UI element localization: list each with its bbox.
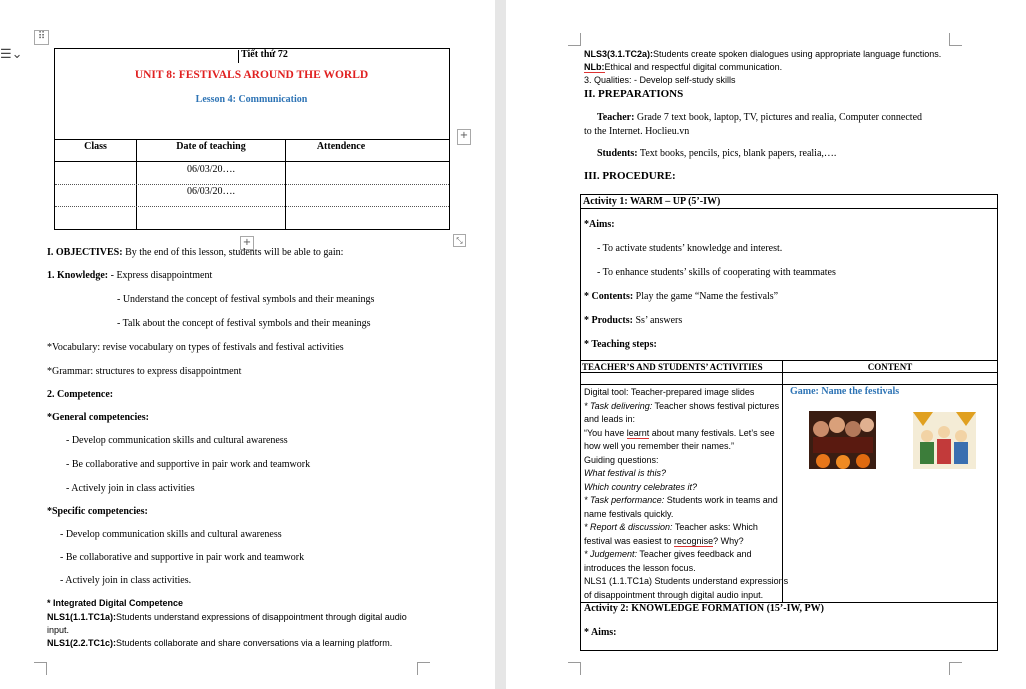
table-border bbox=[55, 184, 449, 185]
question-line: Which country celebrates it? bbox=[584, 481, 698, 492]
unit-title: UNIT 8: FESTIVALS AROUND THE WORLD bbox=[134, 69, 369, 81]
aims-item: - To enhance students’ skills of cooperating with teammates bbox=[597, 267, 836, 278]
col-activities: TEACHER’S AND STUDENTS’ ACTIVITIES bbox=[582, 362, 763, 372]
page-corner-mark bbox=[568, 662, 581, 675]
judgement-line-cont: introduces the lesson focus. bbox=[584, 562, 696, 573]
guiding-line: Guiding questions: bbox=[584, 454, 659, 465]
nlb-line: NLb:Ethical and respectful digital communication. bbox=[584, 62, 783, 72]
page-corner-mark bbox=[949, 33, 962, 46]
table-border bbox=[55, 206, 449, 207]
move-handle-icon[interactable]: ⠿ bbox=[34, 30, 49, 45]
task-line: * Task delivering: Teacher shows festival pictures bbox=[584, 400, 780, 411]
quote-line: “You have learnt about many festivals. Let’s see bbox=[584, 427, 775, 438]
lesson-title: Lesson 4: Communication bbox=[195, 94, 308, 105]
nls1-line-cont: input. bbox=[47, 625, 70, 635]
page-corner-mark bbox=[417, 662, 430, 675]
period-label: Tiết thứ 72 bbox=[241, 49, 288, 60]
halloween-picture[interactable] bbox=[809, 411, 876, 469]
aims2-heading: * Aims: bbox=[584, 627, 617, 638]
procedure-heading: III. PROCEDURE: bbox=[584, 170, 676, 182]
left-page bbox=[0, 0, 495, 689]
report-line-cont: festival was easiest to recognise? Why? bbox=[584, 535, 744, 546]
table-border bbox=[580, 194, 998, 195]
task-line-cont: and leads in: bbox=[584, 414, 636, 424]
quote-line-cont: how well you remember their names.” bbox=[584, 441, 735, 451]
table-border bbox=[54, 229, 449, 230]
table-border bbox=[449, 48, 450, 230]
table-border bbox=[54, 161, 449, 162]
page-corner-mark bbox=[34, 662, 47, 675]
nls1c-line: NLS1(2.2.TC1c):Students collaborate and share conversations via a learning platform. bbox=[47, 638, 393, 648]
digital-tool-line: Digital tool: Teacher-prepared image slides bbox=[584, 387, 755, 397]
table-border bbox=[580, 208, 998, 209]
table-border bbox=[580, 360, 998, 361]
specific-item: - Be collaborative and supportive in pair work and teamwork bbox=[60, 552, 305, 563]
teacher-line-cont: to the Internet. Hoclieu.vn bbox=[584, 126, 690, 137]
nls1-line: NLS1 (1.1.TC1a) Students understand expressions bbox=[584, 576, 789, 586]
activity2-heading: Activity 2: KNOWLEDGE FORMATION (15’-IW, PW) bbox=[584, 603, 824, 614]
col-content: CONTENT bbox=[867, 362, 913, 372]
qualities-line: 3. Qualities: - Develop self-study skills bbox=[584, 75, 736, 85]
judgement-line: * Judgement: Teacher gives feedback and bbox=[584, 549, 752, 559]
contents-line: * Contents: Play the game “Name the festivals” bbox=[584, 291, 779, 302]
game-title: Game: Name the festivals bbox=[790, 386, 900, 397]
table-resize-icon[interactable]: ⤡ bbox=[453, 234, 466, 247]
knowledge-item: - Understand the concept of festival symbols and their meanings bbox=[117, 294, 375, 305]
performance-line: * Task performance: Students work in teams and bbox=[584, 495, 778, 505]
activity1-heading: Activity 1: WARM – UP (5’-IW) bbox=[583, 196, 721, 207]
grammar-line: *Grammar: structures to express disappointment bbox=[47, 366, 242, 377]
nls3-line: NLS3(3.1.TC2a):Students create spoken dialogues using appropriate language functions. bbox=[584, 49, 942, 59]
question-line: What festival is this? bbox=[584, 468, 667, 478]
date-cell[interactable]: 06/03/20…. bbox=[186, 164, 236, 175]
teacher-line: Teacher: Grade 7 text book, laptop, TV, pictures and realia, Computer connected bbox=[597, 112, 923, 123]
add-column-icon[interactable]: + bbox=[457, 129, 471, 145]
table-border bbox=[580, 372, 998, 373]
general-item: - Actively join in class activities bbox=[66, 483, 195, 494]
text-cursor bbox=[238, 50, 239, 63]
add-row-icon[interactable]: + bbox=[240, 236, 254, 250]
aims-item: - To activate students’ knowledge and interest. bbox=[597, 243, 783, 254]
vocabulary-line: *Vocabulary: revise vocabulary on types of festivals and festival activities bbox=[47, 342, 344, 353]
festival-family-picture[interactable] bbox=[913, 412, 976, 469]
competence-heading: 2. Competence: bbox=[47, 389, 114, 400]
report-line: * Report & discussion: Teacher asks: Which bbox=[584, 522, 758, 532]
right-page bbox=[459, 0, 1026, 689]
general-heading: *General competencies: bbox=[47, 412, 149, 423]
students-line: Students: Text books, pencils, pics, blank papers, realia,…. bbox=[597, 148, 837, 159]
col-date: Date of teaching bbox=[176, 141, 246, 152]
table-border bbox=[580, 194, 581, 650]
performance-line-cont: name festivals quickly. bbox=[584, 508, 674, 519]
teaching-steps-heading: * Teaching steps: bbox=[584, 339, 657, 350]
date-cell[interactable]: 06/03/20…. bbox=[186, 186, 236, 197]
digital-competence-heading: * Integrated Digital Competence bbox=[47, 598, 184, 608]
col-attendance: Attendence bbox=[316, 141, 366, 152]
table-border bbox=[997, 194, 998, 650]
nls1-line: NLS1(1.1.TC1a):Students understand expressions of disappointment through digital audio bbox=[47, 612, 407, 622]
page-corner-mark bbox=[949, 662, 962, 675]
knowledge-line: 1. Knowledge: - Express disappointment bbox=[47, 270, 213, 281]
objectives-line: I. OBJECTIVES: By the end of this lesson, students will be able to gain: bbox=[47, 247, 344, 258]
specific-item: - Actively join in class activities. bbox=[60, 575, 192, 586]
products-line: * Products: Ss’ answers bbox=[584, 315, 683, 326]
specific-heading: *Specific competencies: bbox=[47, 506, 148, 517]
specific-item: - Develop communication skills and cultural awareness bbox=[60, 529, 282, 540]
layout-options-icon[interactable]: ☰⌄ bbox=[0, 46, 23, 61]
table-border bbox=[54, 139, 449, 140]
general-item: - Be collaborative and supportive in pair work and teamwork bbox=[66, 459, 311, 470]
aims-heading: *Aims: bbox=[584, 219, 615, 230]
knowledge-item: - Talk about the concept of festival symbols and their meanings bbox=[117, 318, 371, 329]
page-corner-mark bbox=[568, 33, 581, 46]
table-border bbox=[580, 650, 998, 651]
table-border bbox=[580, 384, 998, 385]
preparations-heading: II. PREPARATIONS bbox=[584, 88, 684, 100]
nls1-line-cont: of disappointment through digital audio input. bbox=[584, 589, 764, 600]
col-class: Class bbox=[84, 141, 107, 152]
activities-cell bbox=[584, 386, 788, 602]
general-item: - Develop communication skills and cultural awareness bbox=[66, 435, 288, 446]
